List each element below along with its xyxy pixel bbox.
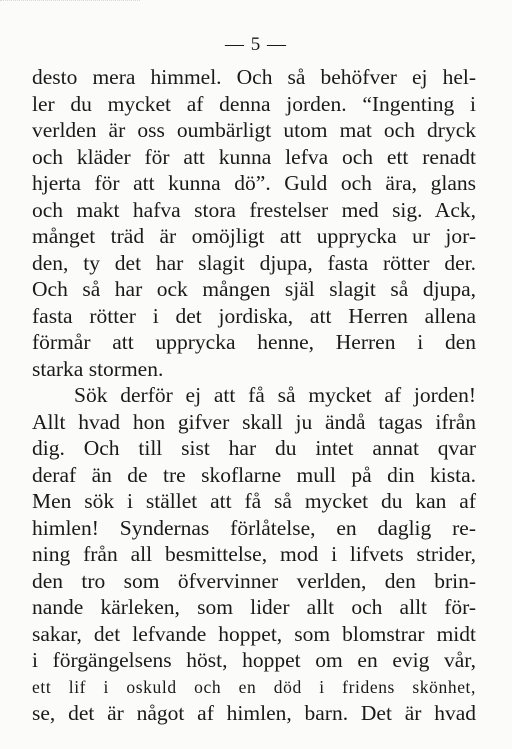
text-line: desto mera himmel. Och så behöfver ej hel-	[32, 65, 476, 89]
top-edge-mark	[0, 0, 140, 7]
text-line: verlden är oss oumbärligt utom mat och dryck	[32, 118, 476, 142]
text-line: fasta rötter i det jordiska, att Herren allena	[32, 303, 476, 328]
text-line: ning från all besmittelse, mod i lifvets strider,	[32, 542, 476, 566]
text-line: i förgängelsens höst, hoppet om en evig vår,	[32, 648, 476, 672]
text-line: dig. Och till sist har du intet annat qvar	[32, 436, 476, 460]
text-line: den tro som öfvervinner verlden, den brin-	[32, 568, 476, 593]
text-line: deraf än de tre skoflarne mull på din kista.	[32, 462, 476, 487]
text-line: hjerta för att kunna dö”. Guld och ära, glans	[32, 171, 476, 195]
text-line: Allt hvad hon gifver skall ju ändå tagas ifrån	[32, 409, 476, 434]
body-text	[32, 64, 476, 727]
text-line: se, det är något af himlen, barn. Det är hvad	[32, 701, 476, 725]
text-line: sakar, det lefvande hoppet, som blomstrar midt	[32, 621, 476, 646]
text-line: Sök derför ej att få så mycket af jorden!	[74, 383, 476, 407]
page-number: — 5 —	[225, 34, 287, 55]
text-line: himlen! Syndernas förlåtelse, en daglig re-	[32, 515, 476, 540]
text-line: och makt hafva stora frestelser med sig. Ack,	[32, 197, 476, 222]
text-line: och kläder för att kunna lefva och ett renadt	[32, 144, 476, 169]
text-line: den, ty det har slagit djupa, fasta rötter der.	[32, 250, 476, 275]
text-line: ett lif i oskuld och en död i fridens skönhet,	[32, 676, 476, 697]
text-line: ler du mycket af denna jorden. “Ingenting i	[32, 91, 476, 116]
text-line: starka stormen.	[32, 356, 164, 381]
text-line: nande kärleken, som lider allt och allt för-	[32, 595, 476, 619]
text-line: månget träd är omöjligt att upprycka ur jor-	[32, 224, 476, 248]
text-line: Och så har ock mången själ slagit så djupa,	[32, 277, 476, 301]
text-line: Men sök i stället att få så mycket du kan af	[32, 489, 476, 513]
text-line: förmår att upprycka henne, Herren i den	[32, 330, 476, 354]
